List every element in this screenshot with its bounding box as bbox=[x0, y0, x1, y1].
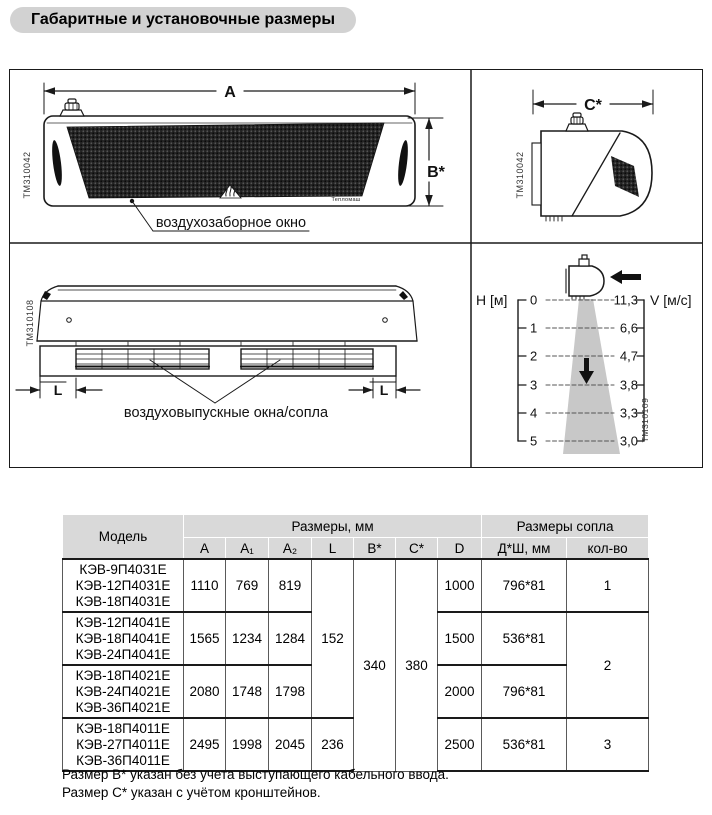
brand-logo-text: Тепломаш bbox=[331, 197, 361, 203]
front-view-drawing bbox=[44, 83, 443, 231]
h-tick: 0 bbox=[530, 292, 538, 308]
v-tick: 3,3 bbox=[619, 405, 638, 421]
dimensions-table bbox=[62, 514, 649, 772]
cell-c: 380 bbox=[396, 559, 438, 771]
dim-b-label: B* bbox=[427, 164, 445, 181]
col-header-a: A bbox=[184, 538, 226, 560]
dim-a-label: A bbox=[224, 84, 236, 101]
cell-b: 340 bbox=[354, 559, 396, 771]
col-group-nozzle: Размеры сопла bbox=[482, 515, 649, 538]
cell-nozzle: 536*81 bbox=[482, 612, 567, 665]
footnotes bbox=[62, 766, 449, 801]
cell-d: 1000 bbox=[438, 559, 482, 612]
cell-a1: 769 bbox=[226, 559, 269, 612]
cell-a1: 1748 bbox=[226, 665, 269, 718]
cell-a: 1565 bbox=[184, 612, 226, 665]
cell-a1: 1234 bbox=[226, 612, 269, 665]
table-row bbox=[63, 559, 649, 612]
cell-qty: 3 bbox=[567, 718, 649, 771]
col-header-c: C* bbox=[396, 538, 438, 560]
cell-a: 2080 bbox=[184, 665, 226, 718]
cell-nozzle: 536*81 bbox=[482, 718, 567, 771]
col-header-d: D bbox=[438, 538, 482, 560]
col-header-nozzle-size: Д*Ш, мм bbox=[482, 538, 567, 560]
cell-a2: 1284 bbox=[269, 612, 312, 665]
cell-a1: 1998 bbox=[226, 718, 269, 771]
h-tick: 2 bbox=[530, 348, 538, 364]
h-tick: 4 bbox=[530, 405, 538, 421]
col-group-dimensions: Размеры, мм bbox=[184, 515, 482, 538]
cell-a: 2495 bbox=[184, 718, 226, 771]
v-tick: 3,8 bbox=[619, 377, 638, 393]
model-cell: КЭВ-18П4021Е КЭВ-24П4021Е КЭВ-36П4021Е bbox=[63, 665, 184, 718]
front-view-code: TM310042 bbox=[22, 151, 32, 199]
col-header-l: L bbox=[312, 538, 354, 560]
model-cell: КЭВ-12П4041Е КЭВ-18П4041Е КЭВ-24П4041Е bbox=[63, 612, 184, 665]
h-axis-label: H [м] bbox=[476, 292, 508, 308]
h-tick: 5 bbox=[530, 433, 538, 449]
bottom-view-code: TM310108 bbox=[25, 299, 35, 347]
outlet-callout-label: воздуховыпускные окна/сопла bbox=[123, 405, 329, 421]
v-tick: 11,3 bbox=[613, 292, 638, 308]
page-title: Габаритные и установочные размеры bbox=[10, 7, 356, 33]
model-cell: КЭВ-18П4011Е КЭВ-27П4011Е КЭВ-36П4011Е bbox=[63, 718, 184, 771]
cell-a2: 1798 bbox=[269, 665, 312, 718]
jet-chart-code: TM310109 bbox=[640, 397, 650, 443]
col-header-a2: A₂ bbox=[269, 538, 312, 560]
col-header-a1: A₁ bbox=[226, 538, 269, 560]
v-tick: 4,7 bbox=[619, 348, 638, 364]
cell-d: 2000 bbox=[438, 665, 482, 718]
dim-l-right-label: L bbox=[379, 382, 389, 398]
air-jet-cone bbox=[563, 299, 620, 454]
cell-qty: 2 bbox=[567, 612, 649, 718]
mounting-bracket bbox=[532, 143, 541, 205]
intake-grille bbox=[67, 123, 384, 198]
cell-qty: 1 bbox=[567, 559, 649, 612]
col-header-model: Модель bbox=[63, 515, 184, 560]
cell-a2: 2045 bbox=[269, 718, 312, 771]
side-view-code: TM310042 bbox=[515, 151, 525, 199]
v-tick: 6,6 bbox=[619, 320, 638, 336]
h-tick: 1 bbox=[530, 320, 538, 336]
h-tick: 3 bbox=[530, 377, 538, 393]
cell-l: 152 bbox=[312, 559, 354, 718]
v-axis-label: V [м/с] bbox=[650, 292, 692, 308]
intake-callout-label: воздухозаборное окно bbox=[155, 215, 307, 231]
v-tick: 3,0 bbox=[619, 433, 638, 449]
footnote-b: Размер B* указан без учета выступающего кабельного ввода. bbox=[62, 767, 449, 782]
drawings-panel bbox=[9, 69, 703, 468]
dim-l-left-label: L bbox=[53, 382, 63, 398]
cell-a2: 819 bbox=[269, 559, 312, 612]
col-header-b: B* bbox=[354, 538, 396, 560]
footnote-c: Размер C* указан с учётом кронштейнов. bbox=[62, 784, 321, 800]
h-axis bbox=[518, 300, 526, 441]
cell-nozzle: 796*81 bbox=[482, 559, 567, 612]
cell-nozzle: 796*81 bbox=[482, 665, 567, 718]
cable-gland bbox=[60, 99, 84, 116]
model-cell: КЭВ-9П4031Е КЭВ-12П4031Е КЭВ-18П4031Е bbox=[63, 559, 184, 612]
cell-l: 236 bbox=[312, 718, 354, 771]
airflow-arrow-icon bbox=[610, 270, 641, 284]
cell-a: 1110 bbox=[184, 559, 226, 612]
bottom-view-drawing bbox=[16, 286, 420, 403]
cell-d: 2500 bbox=[438, 718, 482, 771]
col-header-qty: кол-во bbox=[567, 538, 649, 560]
technical-drawings bbox=[10, 70, 702, 467]
unit-side-icon bbox=[566, 255, 604, 299]
cable-gland-side bbox=[566, 113, 588, 131]
dim-c-label: C* bbox=[584, 97, 602, 114]
cell-d: 1500 bbox=[438, 612, 482, 665]
